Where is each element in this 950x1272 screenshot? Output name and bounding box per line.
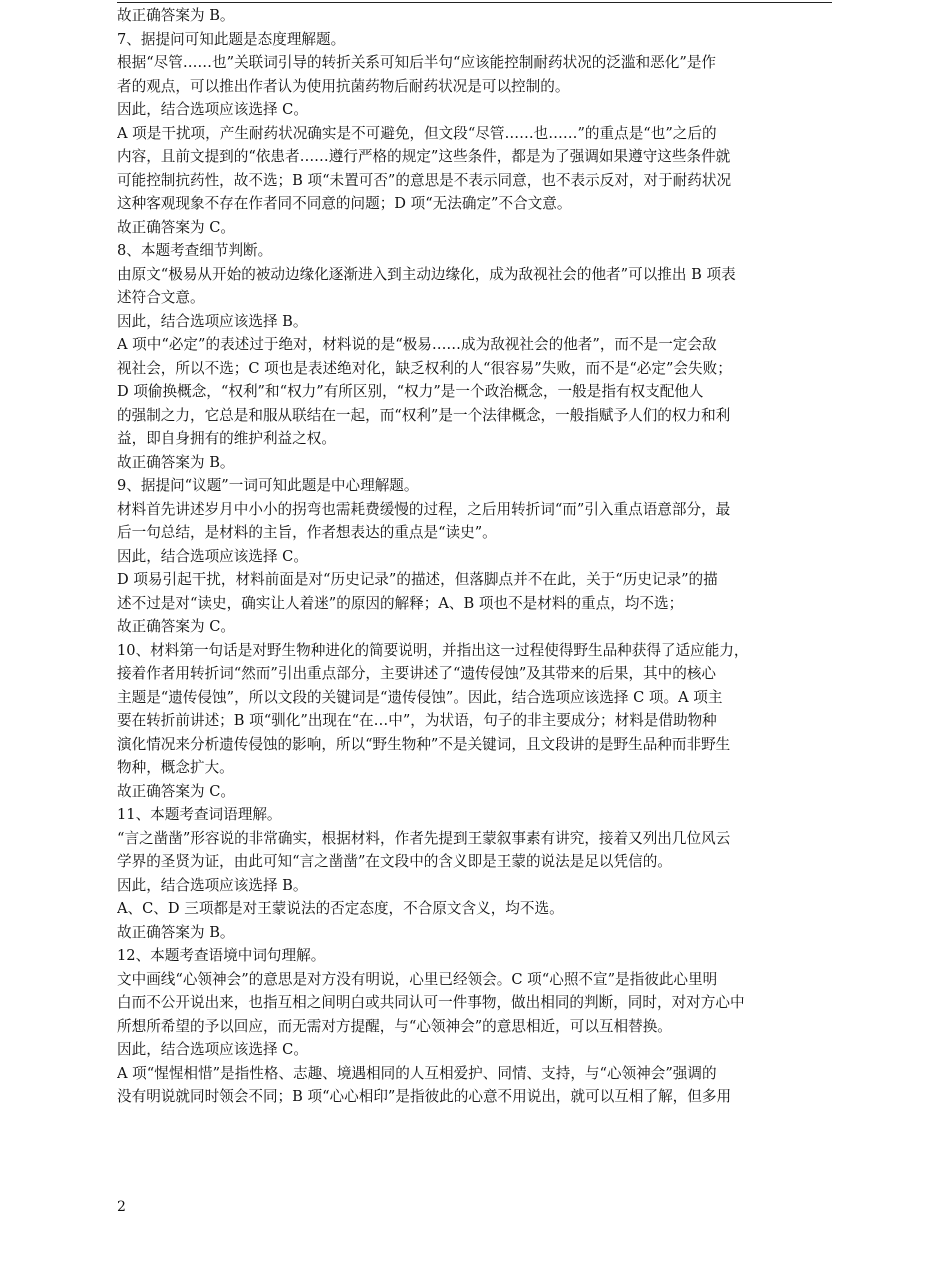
text-line: 7、据提问可知此题是态度理解题。 — [117, 30, 346, 48]
text-line: 物种，概念扩大。 — [117, 759, 234, 776]
text-line: 因此，结合选项应该选择 B。 — [117, 876, 308, 894]
document-body — [117, 4, 835, 1109]
text-line: A、C、D 三项都是对王蒙说法的否定态度，不合原文含义，均不选。 — [117, 900, 564, 917]
text-line: 11、本题考查词语理解。 — [117, 806, 282, 823]
text-line: 述符合文意。 — [117, 289, 205, 306]
text-line: 因此，结合选项应该选择 B。 — [117, 312, 308, 330]
text-line: 因此，结合选项应该选择 C。 — [117, 1041, 308, 1058]
text-line: 者的观点，可以推出作者认为使用抗菌药物后耐药状况是可以控制的。 — [117, 77, 570, 95]
text-line: 可能控制抗药性，故不选；B 项“未置可否”的意思是不表示同意，也不表示反对，对于耐药状况 — [117, 171, 732, 189]
text-line: 10、材料第一句话是对野生物种进化的简要说明，并指出这一过程使得野生品种获得了适应能力， — [117, 641, 749, 659]
text-line: 这种客观现象不存在作者同不同意的问题；D 项“无法确定”不合文意。 — [117, 195, 572, 212]
text-line: 12、本题考查语境中词句理解。 — [117, 947, 326, 964]
text-line: “言之凿凿”形容说的非常确实，根据材料，作者先提到王蒙叙事素有讲究，接着又列出几位风云 — [117, 829, 731, 847]
text-line: 由原文“极易从开始的被动边缘化逐渐进入到主动边缘化，成为敌视社会的他者”可以推出 B 项表 — [117, 265, 736, 283]
text-line: A 项是干扰项，产生耐药状况确实是不可避免，但文段“尽管……也……”的重点是“也”之后的 — [117, 124, 717, 142]
page-number: 2 — [117, 1199, 126, 1215]
text-line: 白而不公开说出来，也指互相之间明白或共同认可一件事物，做出相同的判断，同时，对对方心中 — [117, 994, 745, 1011]
text-line: 故正确答案为 C。 — [117, 218, 235, 236]
text-line: 故正确答案为 C。 — [117, 618, 235, 635]
header-rule — [117, 2, 832, 3]
text-line: 视社会，所以不选；C 项也是表述绝对化，缺乏权利的人“很容易”失败，而不是“必定”会失败； — [117, 359, 732, 377]
text-line: 8、本题考查细节判断。 — [117, 242, 273, 259]
text-line: 后一句总结，是材料的主旨，作者想表达的重点是“读史”。 — [117, 524, 497, 541]
text-line: 内容，且前文提到的“依患者……遵行严格的规定”这些条件，都是为了强调如果遵守这些条件就 — [117, 148, 731, 165]
text-line: 述不过是对“读史，确实让人着迷”的原因的解释；A、B 项也不是材料的重点，均不选； — [117, 594, 684, 612]
text-line: 故正确答案为 C。 — [117, 782, 235, 800]
text-line: 材料首先讲述岁月中小小的拐弯也需耗费缓慢的过程，之后用转折词“而”引入重点语意部分，最 — [117, 500, 731, 518]
text-line: 因此，结合选项应该选择 C。 — [117, 547, 308, 565]
text-line: 文中画线“心领神会”的意思是对方没有明说，心里已经领会。C 项“心照不宣”是指彼此心里明 — [117, 970, 718, 988]
text-line: A 项中“必定”的表述过于绝对，材料说的是“极易……成为敌视社会的他者”，而不是一定会敌 — [117, 336, 717, 353]
text-line: 接着作者用转折词“然而”引出重点部分，主要讲述了“遗传侵蚀”及其带来的后果，其中的核心 — [117, 665, 717, 682]
text-line: 演化情况来分析遗传侵蚀的影响，所以“野生物种”不是关键词，且文段讲的是野生品种而非野生 — [117, 735, 731, 753]
text-line: 故正确答案为 B。 — [117, 453, 235, 471]
text-line: A 项“惺惺相惜”是指性格、志趣、境遇相同的人互相爱护、同情、支持，与“心领神会”强调的 — [117, 1064, 717, 1082]
text-line: 要在转折前讲述；B 项“驯化”出现在“在…中”，为状语，句子的非主要成分；材料是借助物种 — [117, 712, 717, 729]
text-line: 没有明说就同时领会不同；B 项“心心相印”是指彼此的心意不用说出，就可以互相了解，但多用 — [117, 1088, 732, 1105]
text-line: 根据“尽管……也”关联词引导的转折关系可知后半句“应该能控制耐药状况的泛滥和恶化”是作 — [117, 54, 717, 71]
text-line: 主题是“遗传侵蚀”，所以文段的关键词是“遗传侵蚀”。因此，结合选项应该选择 C 项。A 项主 — [117, 688, 723, 706]
text-line: 学界的圣贤为证，由此可知“言之凿凿”在文段中的含义即是王蒙的说法是足以凭信的。 — [117, 853, 672, 870]
text-line: 9、据提问“议题”一词可知此题是中心理解题。 — [117, 477, 419, 494]
text-line: 益，即自身拥有的维护利益之权。 — [117, 430, 336, 447]
text-line: 因此，结合选项应该选择 C。 — [117, 101, 308, 118]
text-line: 故正确答案为 B。 — [117, 7, 235, 24]
text-line: 的强制之力，它总是和服从联结在一起，而“权利”是一个法律概念，一般指赋予人们的权力和利 — [117, 406, 731, 424]
text-line: D 项偷换概念，“权利”和“权力”有所区别，“权力”是一个政治概念，一般是指有权支配他人 — [117, 383, 704, 400]
text-line: 所想所希望的予以回应，而无需对方提醒，与“心领神会”的意思相近，可以互相替换。 — [117, 1017, 672, 1035]
text-line: 故正确答案为 B。 — [117, 923, 235, 941]
text-line: D 项易引起干扰，材料前面是对“历史记录”的描述，但落脚点并不在此，关于“历史记录”的描 — [117, 571, 718, 588]
